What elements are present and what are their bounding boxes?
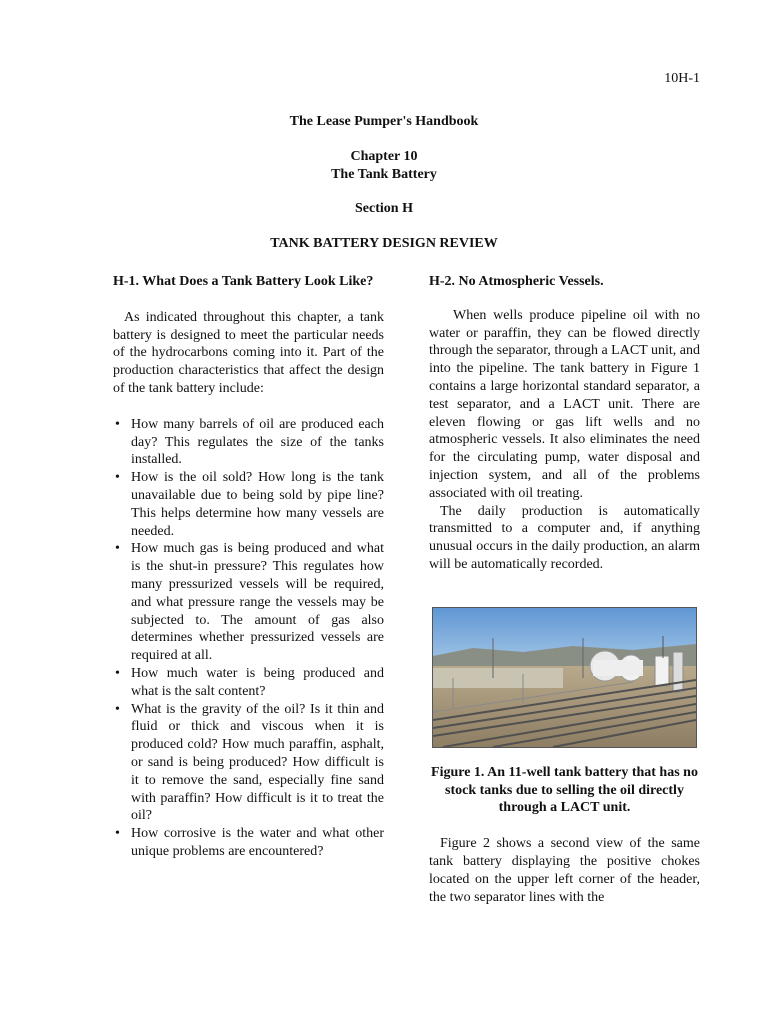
h2-paragraph-3: Figure 2 shows a second view of the same tank battery displaying the positive chokes located on the upper left corner of the header, the two separator lines with the	[429, 836, 700, 905]
tank-battery-illustration	[433, 608, 696, 747]
list-item: • How many barrels of oil are produced each day? This regulates the size of the tanks installed.	[113, 416, 384, 469]
left-column	[113, 273, 384, 861]
section-label: Section H	[355, 201, 413, 217]
list-item: • What is the gravity of the oil? Is it thin and fluid or thick and viscous when it is produced cold? How much paraffin, asphalt, or sand is being produced? How difficult is it to remove the sand, especially fine sand with paraffin? How difficult is it to treat the oil?	[113, 701, 384, 826]
right-column	[429, 273, 700, 906]
h1-intro-paragraph: As indicated throughout this chapter, a tank battery is designed to meet the particular needs of the hydrocarbons coming into it. Part of the production characteristics that affect the design of the tank battery include:	[113, 309, 384, 396]
list-item: • How corrosive is the water and what other unique problems are encountered?	[113, 825, 384, 861]
tank-battery-photo	[432, 607, 697, 748]
h2-paragraph-1: When wells produce pipeline oil with no water or paraffin, they can be flowed directly through the separator, through a LACT unit, and into the pipeline. The tank battery in Figure 1 contains a large horizontal standard separator, a test separator, and a LACT unit. There are eleven flowing or gas lift wells and no atmospheric vessels. It also eliminates the need for the circulating pump, water disposal and injection system, and all of the problems associated with oil treating.	[429, 307, 700, 501]
figure-1-caption: Figure 1. An 11-well tank battery that has no stock tanks due to selling the oil directly through a LACT unit.	[431, 764, 698, 816]
chapter-title: The Tank Battery	[331, 166, 437, 182]
h2-heading: H-2. No Atmospheric Vessels.	[429, 274, 604, 289]
book-title: The Lease Pumper's Handbook	[289, 114, 479, 129]
h2-paragraph-2: The daily production is automatically transmitted to a computer and, if anything unusual occurs in the daily production, an alarm will be automatically recorded.	[429, 503, 700, 572]
h1-heading: H-1. What Does a Tank Battery Look Like?	[113, 274, 374, 289]
list-item: • How much water is being produced and what is the salt content?	[113, 665, 384, 701]
chapter-number: Chapter 10	[350, 148, 418, 164]
document-heading	[0, 113, 768, 253]
list-item: • How much gas is being produced and what is the shut-in pressure? This regulates how many pressurized vessels will be required, and what pressure range the vessels may be subjected to. The amount of gas also determines whether pressurized vessels are required at all.	[113, 540, 384, 665]
design-factor-list	[113, 416, 384, 861]
page-number: 10H-1	[664, 71, 700, 86]
section-title: TANK BATTERY DESIGN REVIEW	[270, 236, 498, 252]
list-item: • How is the oil sold? How long is the tank unavailable due to being sold by pipe line? This helps determine how many vessels are needed.	[113, 469, 384, 540]
